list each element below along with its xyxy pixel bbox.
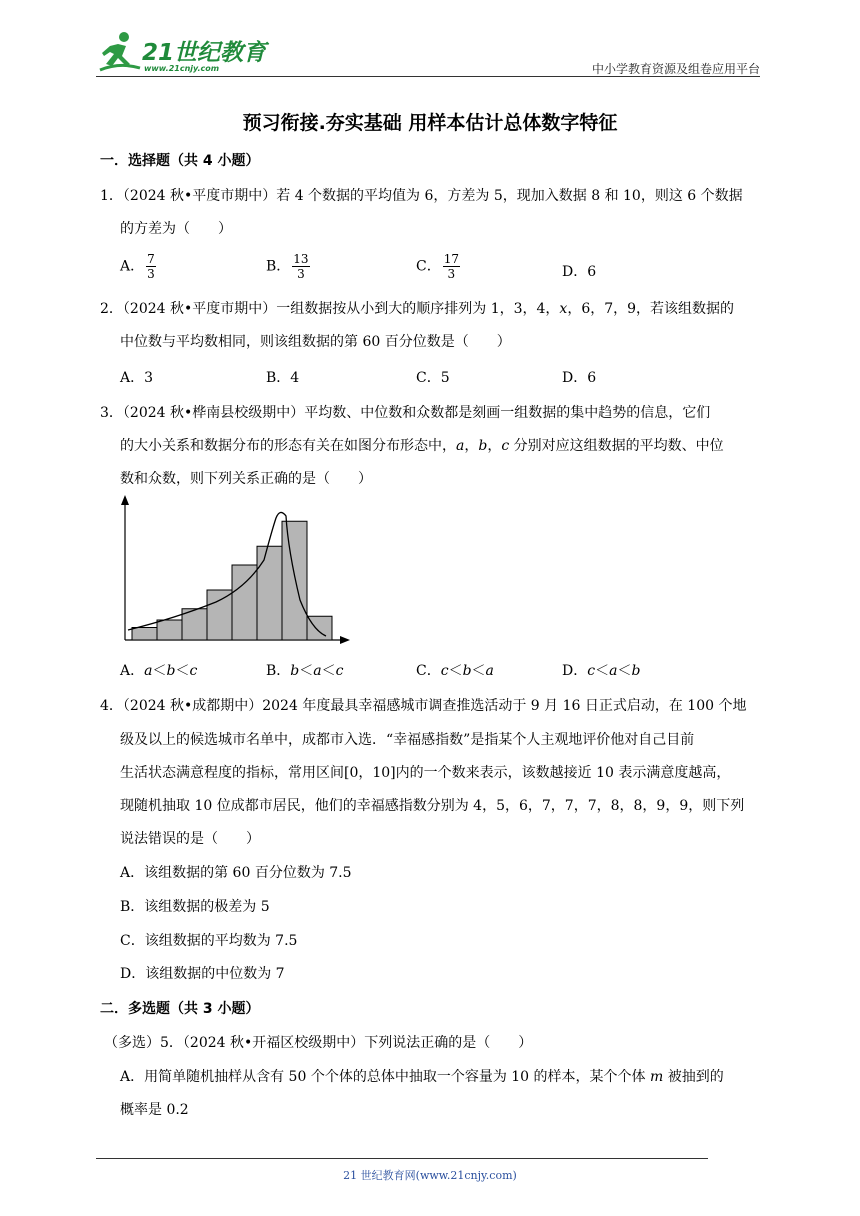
question-1-option-d[interactable]: D．6 xyxy=(562,264,597,280)
question-2-line-2: 中位数与平均数相同，则该组数据的第 60 百分位数是（ ） xyxy=(120,334,511,350)
question-1-line-1: 1．（2024 秋•平度市期中）若 4 个数据的平均值为 6，方差为 5，现加入数据 8 和 10，则这 6 个数据 xyxy=(100,188,743,204)
question-3-line-1: 3．（2024 秋•桦南县校级期中）平均数、中位数和众数都是刻画一组数据的集中趋势的信息，它们 xyxy=(100,405,711,421)
header-divider xyxy=(96,76,760,77)
option-label: C． xyxy=(416,258,441,275)
question-3-option-c[interactable]: C．c＜b＜a xyxy=(416,663,494,679)
question-4-line-2: 级及以上的候选城市名单中，成都市入选．“幸福感指数”是指某个人主观地评价他对自己目前 xyxy=(120,732,695,748)
histogram-bar xyxy=(132,628,157,641)
site-logo xyxy=(96,28,296,78)
question-5-option-a-line-2: 概率是 0.2 xyxy=(120,1102,189,1118)
logo-text: 21世纪教育 xyxy=(142,40,267,66)
question-3-line-2: 的大小关系和数据分布的形态有关在如图分布形态中，a，b，c 分别对应这组数据的平均数、中位 xyxy=(120,438,724,454)
histogram-bar xyxy=(207,590,232,640)
question-2-option-b[interactable]: B．4 xyxy=(266,370,300,386)
question-3-option-b[interactable]: B．b＜a＜c xyxy=(266,663,344,679)
fraction: $\frac{7}{3}$ xyxy=(147,252,155,281)
question-4-option-b[interactable]: B．该组数据的极差为 5 xyxy=(120,899,270,915)
question-1-option-b[interactable] xyxy=(266,252,310,281)
question-1-line-2: 的方差为（ ） xyxy=(120,221,232,237)
platform-tagline: 中小学教育资源及组卷应用平台 xyxy=(591,62,760,76)
question-1-option-a[interactable] xyxy=(120,252,156,281)
question-4-option-c[interactable]: C．该组数据的平均数为 7.5 xyxy=(120,933,298,949)
histogram-bar xyxy=(232,565,257,640)
question-3-option-d[interactable]: D．c＜a＜b xyxy=(562,663,641,679)
question-5-option-a-line-1[interactable]: A．用简单随机抽样从含有 50 个个体的总体中抽取一个容量为 10 的样本，某个个体 m 被抽到的 xyxy=(120,1069,724,1085)
histogram-bar xyxy=(257,546,282,640)
question-4-line-1: 4．（2024 秋•成都期中）2024 年度最具幸福感城市调查推选活动于 9 月 16 日正式启动，在 100 个地 xyxy=(100,698,747,714)
option-label: B． xyxy=(266,258,291,275)
distribution-histogram xyxy=(116,490,356,650)
page-header xyxy=(96,28,760,78)
question-2-option-a[interactable]: A．3 xyxy=(120,370,154,386)
fraction: $\frac{17}{3}$ xyxy=(443,252,459,281)
histogram-bar xyxy=(282,521,307,640)
section-heading-single-choice: 一．选择题（共 4 小题） xyxy=(100,153,260,169)
question-1-option-c[interactable] xyxy=(416,252,460,281)
question-4-option-a[interactable]: A．该组数据的第 60 百分位数为 7.5 xyxy=(120,865,352,881)
runner-icon xyxy=(96,28,142,74)
histogram-bar xyxy=(157,620,182,640)
question-3-line-3: 数和众数，则下列关系正确的是（ ） xyxy=(120,471,372,487)
question-4-option-d[interactable]: D．该组数据的中位数为 7 xyxy=(120,966,285,982)
histogram-bar xyxy=(307,616,332,640)
question-5-line-1: （多选）5．（2024 秋•开福区校级期中）下列说法正确的是（ ） xyxy=(104,1035,533,1051)
fraction: $\frac{13}{3}$ xyxy=(293,252,309,281)
question-2-option-d[interactable]: D．6 xyxy=(562,370,597,386)
chart-bars xyxy=(132,521,332,640)
footer-text[interactable]: 21 世纪教育网(www.21cnjy.com) xyxy=(343,1169,517,1182)
section-heading-multi-choice: 二．多选题（共 3 小题） xyxy=(100,1001,260,1017)
option-label: A． xyxy=(120,258,145,275)
question-2-line-1: 2．（2024 秋•平度市期中）一组数据按从小到大的顺序排列为 1，3，4，x，6，7，9，若该组数据的 xyxy=(100,301,735,317)
question-3-option-a[interactable]: A．a＜b＜c xyxy=(120,663,198,679)
page-title: 预习衔接.夯实基础 用样本估计总体数字特征 xyxy=(242,112,618,134)
question-4-line-4: 现随机抽取 10 位成都市居民，他们的幸福感指数分别为 4，5，6，7，7，7，8，8，9，9，则下列 xyxy=(120,798,745,814)
footer-divider xyxy=(96,1158,708,1159)
question-4-line-3: 生活状态满意程度的指标，常用区间[0，10]内的一个数来表示，该数越接近 10 表示满意度越高， xyxy=(120,765,731,781)
question-2-option-c[interactable]: C．5 xyxy=(416,370,450,386)
logo-url: www.21cnjy.com xyxy=(144,64,220,73)
question-4-line-5: 说法错误的是（ ） xyxy=(120,831,260,847)
